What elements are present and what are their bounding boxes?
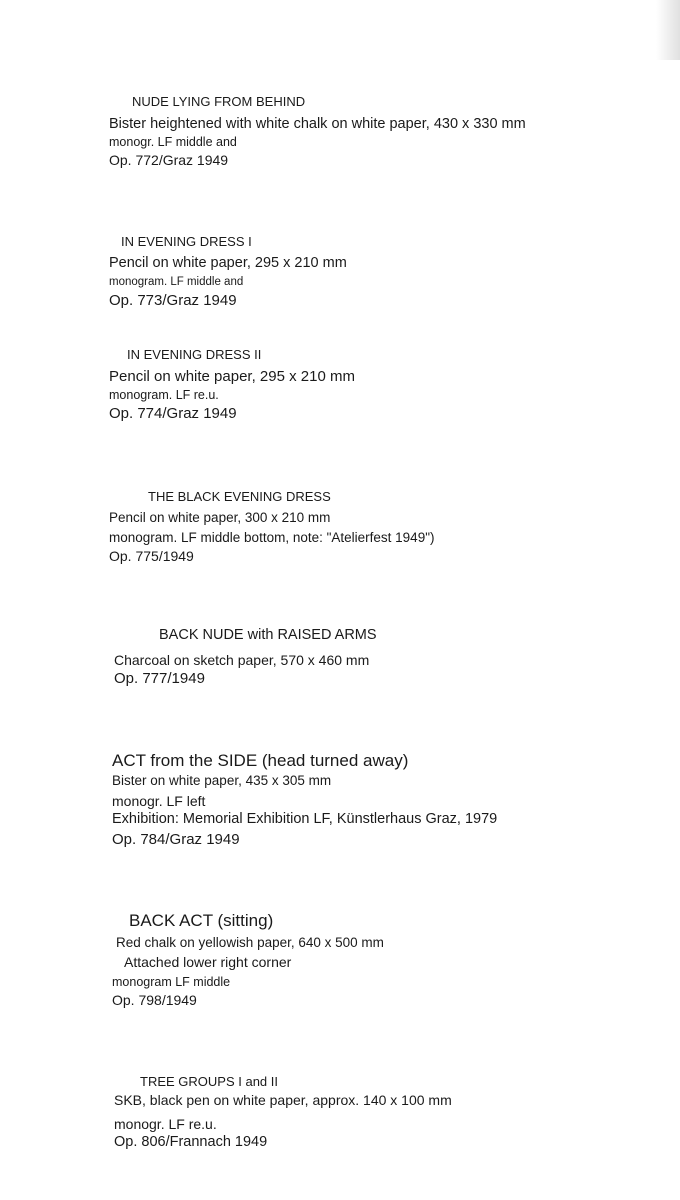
entry-medium: Charcoal on sketch paper, 570 x 460 mm (114, 652, 370, 668)
entry-opus: Op. 798/1949 (112, 992, 197, 1008)
entry-note: Attached lower right corner (124, 954, 292, 970)
entry-signature: monogram. LF re.u. (109, 388, 219, 402)
entry-title: ACT from the SIDE (head turned away) (112, 751, 409, 770)
entry-medium: Pencil on white paper, 300 x 210 mm (109, 510, 331, 525)
entry-exhibition: Exhibition: Memorial Exhibition LF, Künstlerhaus Graz, 1979 (112, 811, 498, 827)
entry-title: TREE GROUPS I and II (140, 1074, 278, 1089)
entry-opus: Op. 784/Graz 1949 (112, 831, 240, 848)
entry-title: BACK NUDE with RAISED ARMS (159, 627, 377, 643)
entry-opus: Op. 806/Frannach 1949 (114, 1134, 268, 1150)
entry-title: THE BLACK EVENING DRESS (148, 489, 331, 504)
entry-medium: SKB, black pen on white paper, approx. 140 x 100 mm (114, 1092, 452, 1108)
entry-opus: Op. 774/Graz 1949 (109, 405, 237, 422)
entry-title: IN EVENING DRESS I (121, 234, 252, 249)
entry-medium: Bister heightened with white chalk on white paper, 430 x 330 mm (109, 116, 526, 132)
entry-signature: monogram LF middle (112, 975, 231, 989)
entry-opus: Op. 773/Graz 1949 (109, 292, 237, 309)
entry-signature: monogram. LF middle bottom, note: "Atelierfest 1949") (109, 530, 435, 545)
entry-opus: Op. 772/Graz 1949 (109, 152, 229, 168)
entry-medium: Pencil on white paper, 295 x 210 mm (109, 255, 347, 271)
entry-signature: monogr. LF left (112, 793, 206, 809)
scan-edge-shadow (656, 0, 680, 60)
entry-title: BACK ACT (sitting) (129, 911, 274, 930)
entry-title: IN EVENING DRESS II (127, 347, 262, 362)
entry-title: NUDE LYING FROM BEHIND (132, 94, 306, 109)
entry-signature: monogram. LF middle and (109, 276, 244, 288)
entry-signature: monogr. LF middle and (109, 135, 237, 149)
entry-medium: Red chalk on yellowish paper, 640 x 500 mm (116, 935, 384, 950)
entry-medium: Pencil on white paper, 295 x 210 mm (109, 368, 355, 385)
entry-opus: Op. 777/1949 (114, 670, 205, 687)
entry-opus: Op. 775/1949 (109, 548, 194, 564)
entry-signature: monogr. LF re.u. (114, 1116, 217, 1132)
entry-medium: Bister on white paper, 435 x 305 mm (112, 773, 332, 788)
